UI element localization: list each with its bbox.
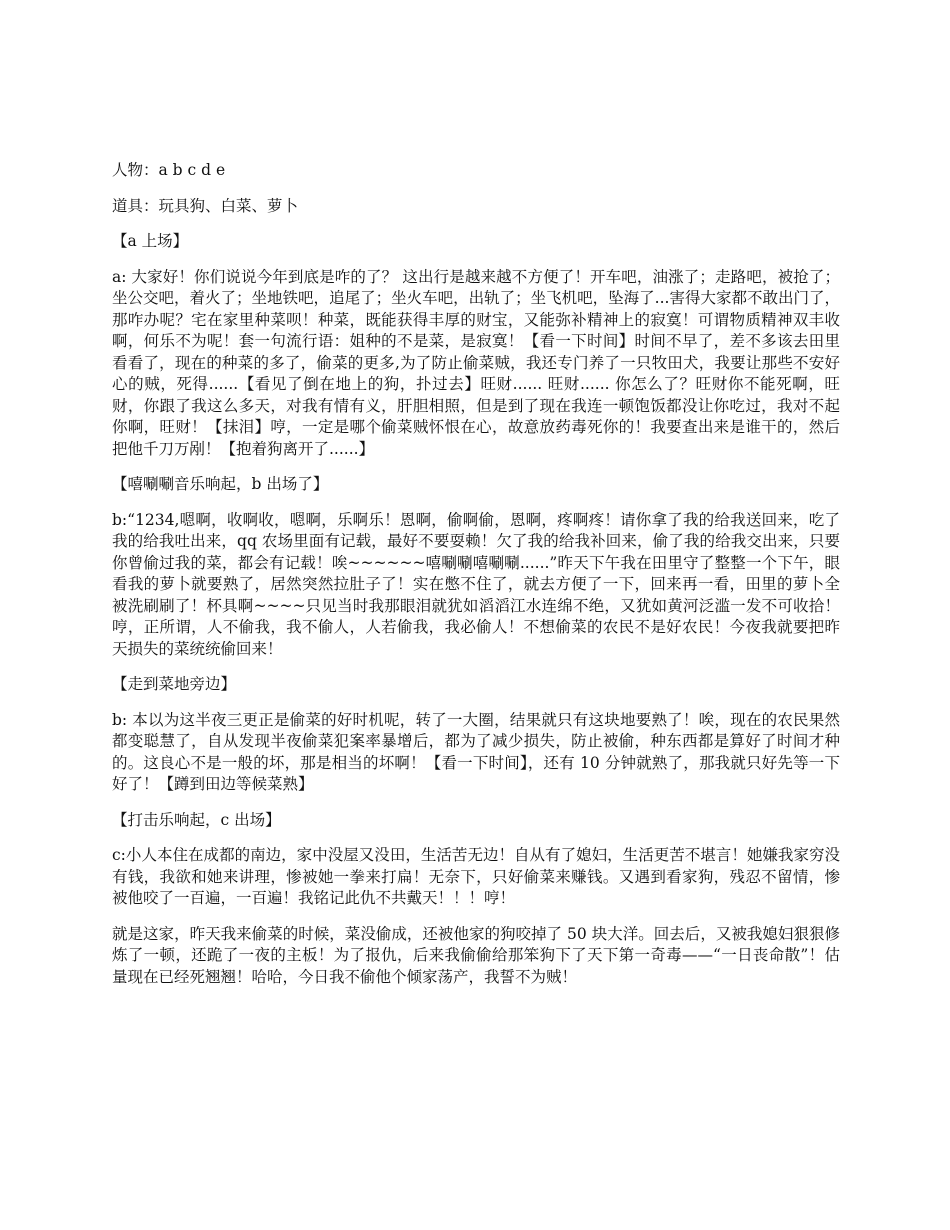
props-line: 道具：玩具狗、白菜、萝卜 [112,196,299,215]
dialogue-paragraph: c:小人本住在成都的南边，家中没屋又没田，生活苦无边！自从有了媳妇，生活更苦不堪言！她嫌我家穷没有钱，我欲和她来讲理，惨被她一拳来打扁！无奈下，只好偷菜来赚钱。又遇到看家狗，残忍不留情，惨被他咬了一百遍，一百遍！我铭记此仇不共戴天！！！哼！ [112,846,840,907]
script-document [112,160,840,1002]
stage-direction: 【a 上场】 [112,232,189,250]
dialogue-paragraph: a: 大家好！你们说说今年到底是咋的了？ 这出行是越来越不方便了！开车吧，油涨了；走路吧，被抢了；坐公交吧，着火了；坐地铁吧，追尾了；坐火车吧，出轨了；坐飞机吧，坠海了...害得大家都不敢出门了，那咋办呢？宅在家里种菜呗！种菜，既能获得丰厚的财宝，又能弥补精神上的寂寞！可谓物质精神双丰收啊，何乐不为呢！套一句流行语：姐种的不是菜，是寂寞！【看一下时间】时间不早了，差不多该去田里看看了，现在的种菜的多了，偷菜的更多,为了防止偷菜贼，我还专门养了一只牧田犬，我要让那些不安好心的贼，死得......【看见了倒在地上的狗，扑过去】旺财...... 旺财...... 你怎么了？旺财你不能死啊，旺财，你跟了我这么多天，对我有情有义，肝胆相照，但是到了现在我连一顿饱饭都没让你吃过，我对不起你啊，旺财！【抹泪】哼，一定是哪个偷菜贼怀恨在心，故意放药毒死你的！我要查出来是谁干的，然后把他千刀万剐！【抱着狗离开了......】 [112,267,840,458]
dialogue-paragraph: b: 本以为这半夜三更正是偷菜的好时机呢，转了一大圈，结果就只有这块地要熟了！唉，现在的农民果然都变聪慧了，自从发现半夜偷菜犯案率暴增后，都为了减少损失，防止被偷，种东西都是算好了时间才种的。这良心不是一般的坏，那是相当的坏啊！【看一下时间】，还有 10 分钟就熟了，那我就只好先等一下好了！【蹲到田边等候菜熟】 [112,710,840,793]
stage-direction: 【打击乐响起，c 出场】 [112,810,281,829]
stage-direction: 【走到菜地旁边】 [112,675,237,693]
dialogue-paragraph: 就是这家，昨天我来偷菜的时候，菜没偷成，还被他家的狗咬掉了 50 块大洋。回去后，又被我媳妇狠狠修炼了一顿，还跪了一夜的主板！为了报仇，后来我偷偷给那笨狗下了天下第一奇毒——“一日丧命散”！估量现在已经死翘翘！哈哈，今日我不偷他个倾家荡产，我誓不为贼！ [112,924,840,986]
characters-line: 人物：a b c d e [112,161,226,179]
stage-direction: 【嘻唰唰音乐响起，b 出场了】 [112,475,329,493]
dialogue-paragraph: b:“1234,嗯啊，收啊收，嗯啊，乐啊乐！恩啊，偷啊偷，恩啊，疼啊疼！请你拿了我的给我送回来，吃了我的给我吐出来，qq 农场里面有记载，最好不要耍赖！欠了我的给我补回来，偷了我的给我交出来，只要你曾偷过我的菜，都会有记载！唉~~~~~~嘻唰唰嘻唰唰......”昨天下午我在田里守了整整一个下午，眼看我的萝卜就要熟了，居然突然拉肚子了！实在憋不住了，就去方便了一下，回来再一看，田里的萝卜全被洗刷刷了！杯具啊~~~~只见当时我那眼泪就犹如滔滔江水连绵不绝，又犹如黄河泛滥一发不可收拾！哼，正所谓，人不偷我，我不偷人，人若偷我，我必偷人！不想偷菜的农民不是好农民！今夜我就要把昨天损失的菜统统偷回来！ [112,510,840,658]
